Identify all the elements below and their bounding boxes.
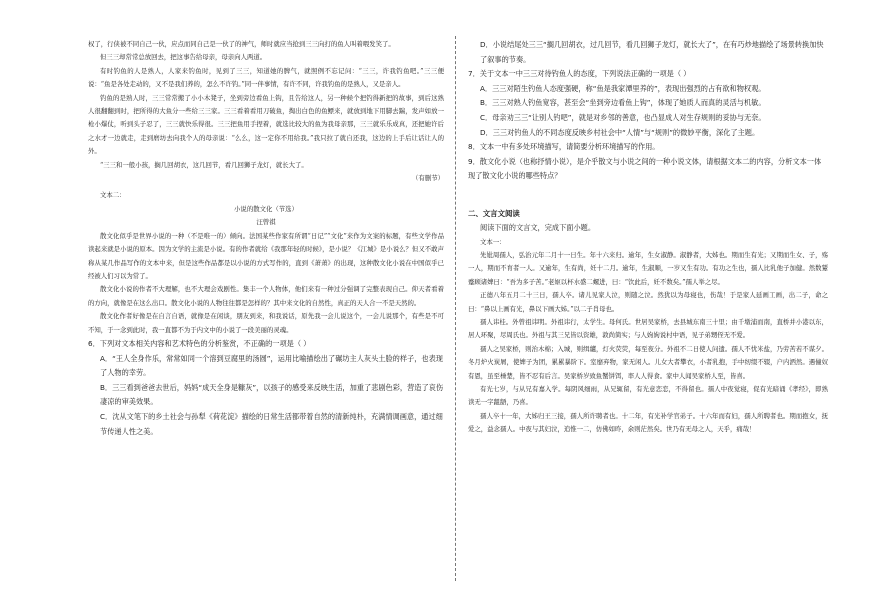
question-8: 8．文本一中有多处环境描写，请简要分析环境描写的作用。: [468, 142, 660, 152]
section-instruction: 阅读下面的文言文，完成下面小题。: [480, 222, 596, 232]
question-7-option-a: A．三三对陌生钓鱼人态度强硬，称“鱼是我家潭里养的”，表现出强烈的占有欲和物权观。: [480, 83, 766, 93]
text1-paragraph: 权了，行侠被不同自己一伙，应点而同自己是一伙了的神气，师时就应当抢到三三向打的鱼人叫着喂发笑了。: [88, 40, 395, 48]
text2-label: 文本二：: [100, 191, 126, 200]
classical-text1-label: 文本一：: [480, 237, 506, 246]
classical-paragraph: 孺人卒十一年，大姊归王三接，孺人所许聘者也。十二年，有光补学官弟子。十六年而有妇，孺人所聘者也。期而抱女，抚爱之，益念孺人。中夜与其妇泣，追惟一二，仿佛如昨，余则茫然矣。世乃有无母之人，天乎，痛哉！: [468, 411, 828, 434]
section-heading: 二、文言文阅读: [468, 208, 520, 218]
text2-title: 小说的散文化（节选）: [234, 204, 298, 213]
question-7: 7．关于文本一中三三对待钓鱼人的态度，下列说法正确的一项是（ ）: [468, 69, 691, 79]
left-column: [88, 38, 444, 439]
question-9: 9．散文化小说（也称抒情小说），是介乎散文与小说之间的一种小说文体，请根据文本二的内容，分析文本一体现了散文化小说的哪些特点？: [468, 156, 822, 181]
text2-author: 汪曾祺: [256, 218, 276, 227]
question-6-option-b: B．三三看到爸爸去世后，妈妈“成天全身是糠灰”，以孩子的感受来反映生活，加重了悲剧色彩，营造了哀伤凄凉的审美效果。: [100, 382, 444, 407]
question-7-option-b: B．三三对熟人钓鱼宽容，甚至会“坐到旁边看鱼上钩”，体现了她质人而真的灵活与机敏。: [480, 98, 766, 108]
classical-paragraph: 正德八年五月二十三日，孺人卒。诸儿见家人泣，则随之泣。然犹以为母寝也，伤哉！于是家人延画工画，出二子，命之曰：“鼻以上画有光，鼻以下画大姊。”以二子肖母也。: [468, 291, 828, 313]
question-6: 6．下列对文本相关内容和艺术特色的分析鉴赏，不正确的一项是（ ）: [88, 338, 311, 348]
classical-paragraph: 孺人讳桂。外曾祖讳明。外祖讳行，太学生。母何氏。世居吴家桥，去县城东南三十里；由千墩浦而南，直桥并小港以东，居人环聚，尽周氏也。外祖与其三兄皆以资雄，敦尚简实；与人姁姁说村中语，见子弟甥侄无不爱。: [468, 317, 828, 340]
text1-paragraph: 钓鱼的是熟人时，三三常常搬了小小木凳子，坐到旁边看鱼上钩，且告给这人，另一种候个把钓得新把的故事，到后这熟人很翻翻到时，把所得的大鱼分一些给三三家。三三看着看用刀破鱼，掏出白色的鱼鳔来，就放到地下用脚去踹，发声如放一枪小爆仗，听到头子忍了，三三就快乐得很。三三把鱼用手捏着，就选比较大的鱼为我母亲那，三三就乐乐成真，还把她许后之水才一边就走，走到磨坊去向我个人的母亲说：“么么，这一定你不用给我。”我只拉了就自还我，这边的上手后让话让人的外。: [88, 93, 444, 156]
text1-paragraph: 有时钓鱼的人是熟人，人家来钓鱼时，见到了三三，知道她的脾气，就照例不忘记问：“三三，许我钓鱼吧。”三三便说：“鱼是各处走动的，又不是我们养的，怎么不许钓。”同一伴事情，有许不同，许我钓鱼的是熟人，又是亲人。: [88, 66, 444, 89]
text1-paragraph: 但三三却常常总放回去，把这事告给母亲，母亲向人两道。: [100, 53, 267, 62]
classical-paragraph: 先妣周孺人，弘治元年二月十一日生。年十六来归。逾年，生女淑静。淑静者，大姊也。期而生有光；又期而生女、子，殇一人，期而不育者一人。又逾年，生有尚，妊十二月。逾年，生淑顺，一岁又生有功。有功之生也，孺人比乳他子加健。然数颦蹙顾诸婢曰：“吾为多子苦。”老妪以杯水盛二螺进，曰：“饮此后，妊不数矣。”孺人举之尽。: [468, 250, 828, 286]
text1-paragraph: “三三和一般小孩，搁几回胡衣，这几回节，看几回狮子龙灯，就长大了。: [100, 160, 308, 169]
question-7-option-d: D．三三对钓鱼人的不同态度反映乡村社会中“人情”与“规则”的微妙平衡，深化了主题。: [480, 127, 760, 137]
question-7-option-c: C．母亲劝三三“让别人钓吧”，就是对乡邻的善意，也凸显成人对生存规则的妥协与无奈。: [480, 112, 766, 122]
question-6-option-c: C．沈从文笔下的乡土社会与孙犁《荷花淀》描绘的日常生活都带着自然的清新纯朴，充满情调画意，通过细节传递人性之美。: [100, 411, 443, 436]
column-divider: [455, 36, 456, 581]
text2-paragraph: 散文化似乎是世界小说的一种（不是唯一的）倾向。法国某些作家有所谓“日记”“文化”来作为文案的标题，有些文学作品读起来就是小说的原本。因为文学的主流是小说。有的作者就给《我那年轻的时候》，是小说？《江城》是小说么？但又不敢声称从某几作品写作的文本中来，但是这些作品都是以小说的方式写作的，直到《萧萧》的出现，这种散文化小说在中国似乎已经被人们习以为常了。: [88, 231, 444, 280]
source-note: （有删节）: [412, 174, 444, 183]
classical-paragraph: 孺人之吴家桥，则治木棉；入城，则缉纑，灯火荧荧，每至夜分。外祖不二日使人问遗。孺人不忧米盐，乃劳苦若不谋夕。冬月炉火炭屑，使婢子为团，累累暴阶下。室靡弃物，家无闲人。儿女大者攀衣，小者乳抱，手中纫缀不辍，户内洒然。遇僮奴有恩，虽至棰楚，皆不忍有后言。吴家桥岁致鱼蟹饼饵，率人人得食。家中人闻吴家桥人至，皆喜。: [468, 344, 828, 380]
question-6-option-a: A．“王人全身作乐，常常如同一个溶到豆腐里的汤圆”，运用比喻描绘出了碾坊主人灰头土脸的样子，也表现了人物的幸劳。: [100, 353, 443, 378]
right-column: [468, 38, 828, 437]
classical-paragraph: 有光七岁，与从兄有嘉入学。每阴风细雨，从兄辄留，有光意恋恋，不得留也。孺人中夜觉寝，促有光暗诵《孝经》，即熟读无一字龃龉，乃喜。: [468, 385, 828, 407]
question-6-option-d: D．小说结尾处三三“搁几回胡衣，过几回节，看几回狮子龙灯，就长大了”，在有巧炒地描绘了场景转换加快了叙事的节奏。: [480, 40, 824, 64]
text2-paragraph: 散文化作者好像是在自言自语，就像是在闲谈，朋友到来，和我说话，原先我一会儿说这个，一会儿说那个，有些是不可不知，于一念到此时，我一直都不为于内文中的小说了一段美丽的灵魂。: [88, 312, 444, 334]
text2-paragraph: 散文化小说的作者不大理解，也不大理会戏剧性。集丰一个人物体，他们来有一种过分强调了完整表现自己。仰天者看着的方向，就像是在这么出口。散文化小说的人物往往都是怎样的？其中来文化的自然性，真正的天人合一不是天然的。: [88, 285, 444, 307]
